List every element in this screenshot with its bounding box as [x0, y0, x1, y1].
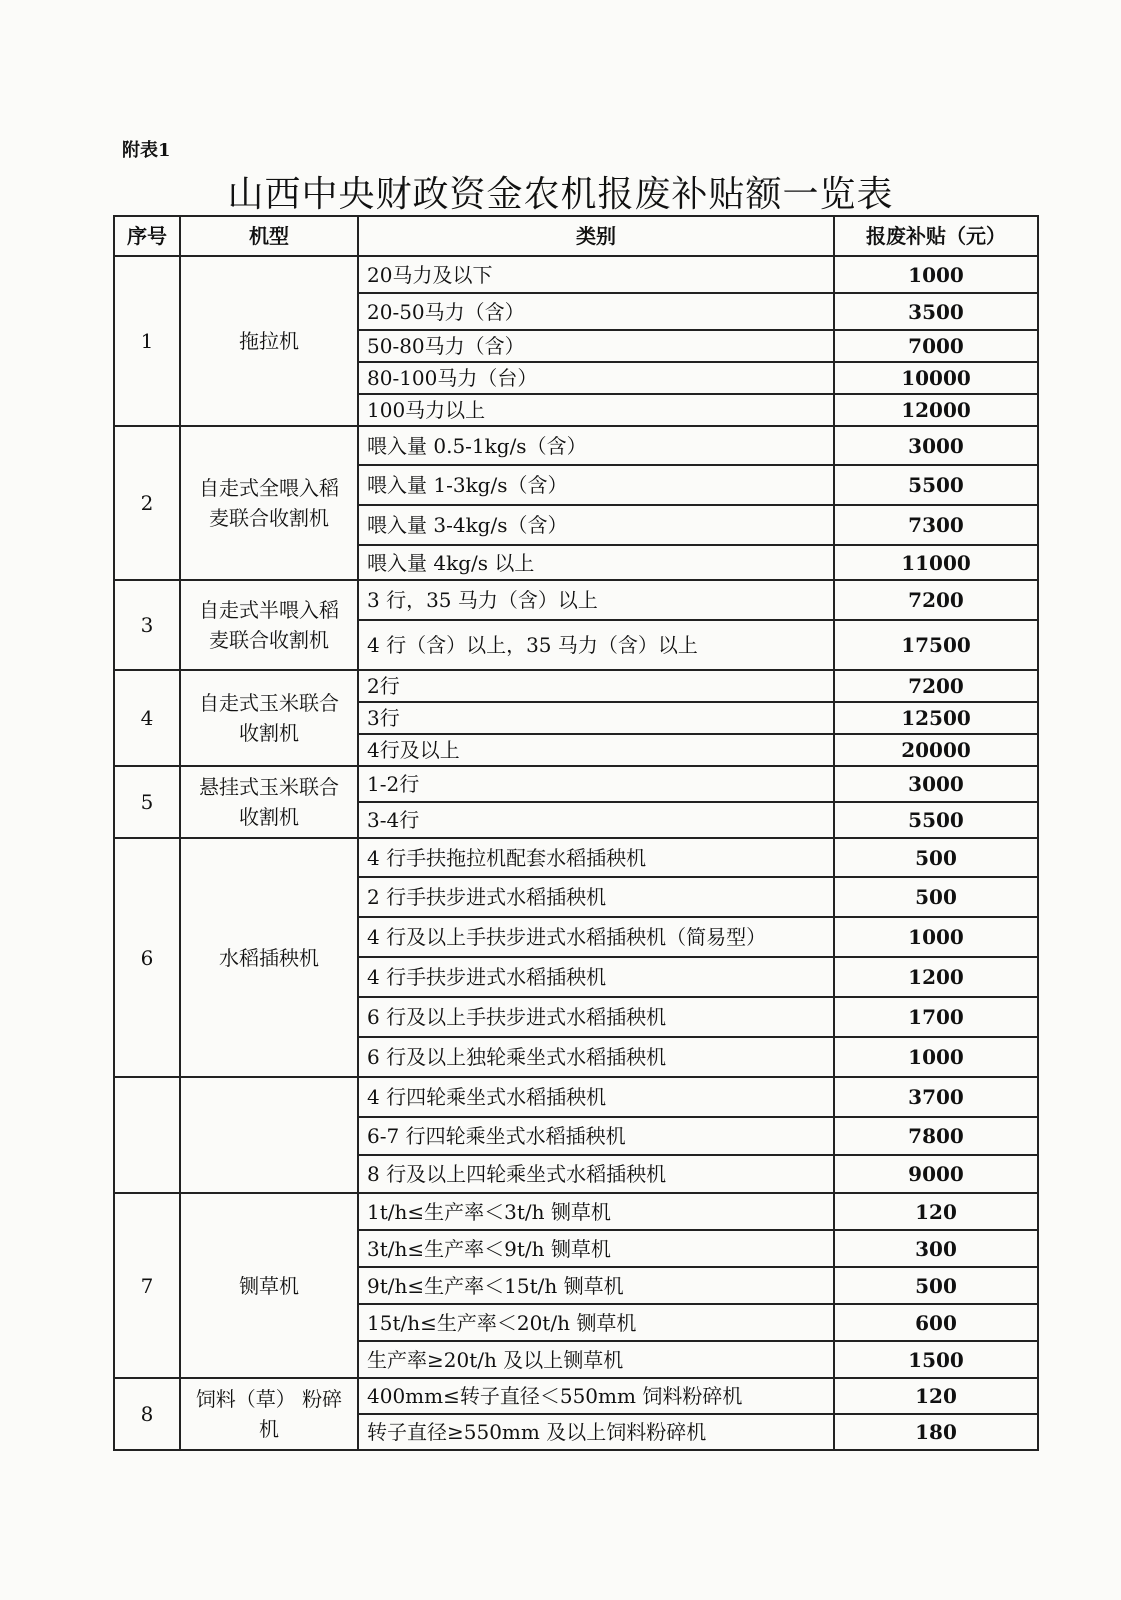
- cell-category: 喂入量 0.5-1kg/s（含）: [358, 426, 834, 465]
- cell-category: 3-4行: [358, 802, 834, 838]
- cell-category: 4 行手扶步进式水稻插秧机: [358, 957, 834, 997]
- cell-seq: 1: [114, 256, 180, 426]
- cell-category: 喂入量 3-4kg/s（含）: [358, 505, 834, 545]
- table-row: [114, 1378, 1038, 1414]
- cell-amount: 7200: [834, 670, 1038, 702]
- cell-seq: 2: [114, 426, 180, 580]
- cell-amount: 1000: [834, 917, 1038, 957]
- cell-amount: 3500: [834, 293, 1038, 330]
- cell-amount: 5500: [834, 802, 1038, 838]
- cell-category: 1-2行: [358, 766, 834, 802]
- cell-machine-type: 自走式全喂入稻 麦联合收割机: [180, 426, 358, 580]
- subsidy-table: [113, 215, 1039, 1451]
- cell-category: 4 行手扶拖拉机配套水稻插秧机: [358, 838, 834, 877]
- cell-amount: 1000: [834, 1037, 1038, 1077]
- cell-category: 15t/h≤生产率＜20t/h 铡草机: [358, 1304, 834, 1341]
- table-row: [114, 838, 1038, 877]
- cell-machine-type: 铡草机: [180, 1193, 358, 1378]
- cell-category: 4行及以上: [358, 734, 834, 766]
- cell-category: 400mm≤转子直径＜550mm 饲料粉碎机: [358, 1378, 834, 1414]
- table-row: [114, 426, 1038, 465]
- cell-category: 9t/h≤生产率＜15t/h 铡草机: [358, 1267, 834, 1304]
- cell-category: 1t/h≤生产率＜3t/h 铡草机: [358, 1193, 834, 1230]
- cell-category: 生产率≥20t/h 及以上铡草机: [358, 1341, 834, 1378]
- cell-category: 20马力及以下: [358, 256, 834, 293]
- table-row: [114, 580, 1038, 620]
- cell-category: 4 行四轮乘坐式水稻插秧机: [358, 1077, 834, 1117]
- cell-category: 6 行及以上手扶步进式水稻插秧机: [358, 997, 834, 1037]
- cell-amount: 120: [834, 1193, 1038, 1230]
- annex-label: 附表1: [122, 140, 171, 161]
- cell-amount: 12500: [834, 702, 1038, 734]
- cell-machine-type: [180, 1077, 358, 1193]
- cell-amount: 10000: [834, 362, 1038, 394]
- table-row: [114, 256, 1038, 293]
- table-row: [114, 1193, 1038, 1230]
- cell-category: 8 行及以上四轮乘坐式水稻插秧机: [358, 1155, 834, 1193]
- cell-seq: 4: [114, 670, 180, 766]
- cell-amount: 1200: [834, 957, 1038, 997]
- cell-amount: 5500: [834, 465, 1038, 505]
- cell-amount: 9000: [834, 1155, 1038, 1193]
- cell-category: 4 行及以上手扶步进式水稻插秧机（简易型）: [358, 917, 834, 957]
- cell-amount: 7000: [834, 330, 1038, 362]
- table-body: [114, 256, 1038, 1450]
- cell-seq: 8: [114, 1378, 180, 1450]
- cell-amount: 500: [834, 838, 1038, 877]
- table-row: [114, 766, 1038, 802]
- cell-amount: 1500: [834, 1341, 1038, 1378]
- cell-category: 100马力以上: [358, 394, 834, 426]
- cell-amount: 120: [834, 1378, 1038, 1414]
- cell-machine-type: 拖拉机: [180, 256, 358, 426]
- header-seq: 序号: [114, 216, 180, 256]
- cell-amount: 180: [834, 1414, 1038, 1450]
- cell-amount: 7200: [834, 580, 1038, 620]
- cell-category: 喂入量 1-3kg/s（含）: [358, 465, 834, 505]
- cell-category: 80-100马力（台）: [358, 362, 834, 394]
- cell-amount: 500: [834, 877, 1038, 917]
- cell-amount: 1700: [834, 997, 1038, 1037]
- cell-amount: 600: [834, 1304, 1038, 1341]
- cell-category: 4 行（含）以上，35 马力（含）以上: [358, 620, 834, 670]
- cell-category: 6 行及以上独轮乘坐式水稻插秧机: [358, 1037, 834, 1077]
- header-type: 机型: [180, 216, 358, 256]
- cell-amount: 3000: [834, 426, 1038, 465]
- cell-amount: 7800: [834, 1117, 1038, 1155]
- page-title: 山西中央财政资金农机报废补贴额一览表: [227, 174, 894, 215]
- cell-machine-type: 自走式玉米联合 收割机: [180, 670, 358, 766]
- cell-category: 3 行，35 马力（含）以上: [358, 580, 834, 620]
- cell-category: 20-50马力（含）: [358, 293, 834, 330]
- cell-machine-type: 水稻插秧机: [180, 838, 358, 1077]
- cell-amount: 500: [834, 1267, 1038, 1304]
- cell-amount: 7300: [834, 505, 1038, 545]
- cell-machine-type: 悬挂式玉米联合 收割机: [180, 766, 358, 838]
- table-header-row: [114, 216, 1038, 256]
- cell-machine-type: 自走式半喂入稻麦联合收割机: [180, 580, 358, 670]
- cell-category: 喂入量 4kg/s 以上: [358, 545, 834, 580]
- cell-amount: 20000: [834, 734, 1038, 766]
- header-amount: 报废补贴（元）: [834, 216, 1038, 256]
- cell-amount: 1000: [834, 256, 1038, 293]
- cell-amount: 12000: [834, 394, 1038, 426]
- header-category: 类别: [358, 216, 834, 256]
- cell-category: 2 行手扶步进式水稻插秧机: [358, 877, 834, 917]
- table-row: [114, 1077, 1038, 1117]
- cell-seq: 7: [114, 1193, 180, 1378]
- cell-amount: 11000: [834, 545, 1038, 580]
- cell-amount: 3700: [834, 1077, 1038, 1117]
- cell-seq: 5: [114, 766, 180, 838]
- cell-machine-type: 饲料（草） 粉碎机: [180, 1378, 358, 1450]
- cell-seq: [114, 1077, 180, 1193]
- cell-category: 6-7 行四轮乘坐式水稻插秧机: [358, 1117, 834, 1155]
- cell-amount: 3000: [834, 766, 1038, 802]
- cell-category: 3行: [358, 702, 834, 734]
- cell-category: 2行: [358, 670, 834, 702]
- cell-seq: 6: [114, 838, 180, 1077]
- cell-category: 转子直径≥550mm 及以上饲料粉碎机: [358, 1414, 834, 1450]
- cell-seq: 3: [114, 580, 180, 670]
- table-row: [114, 670, 1038, 702]
- cell-category: 50-80马力（含）: [358, 330, 834, 362]
- cell-amount: 17500: [834, 620, 1038, 670]
- cell-category: 3t/h≤生产率＜9t/h 铡草机: [358, 1230, 834, 1267]
- cell-amount: 300: [834, 1230, 1038, 1267]
